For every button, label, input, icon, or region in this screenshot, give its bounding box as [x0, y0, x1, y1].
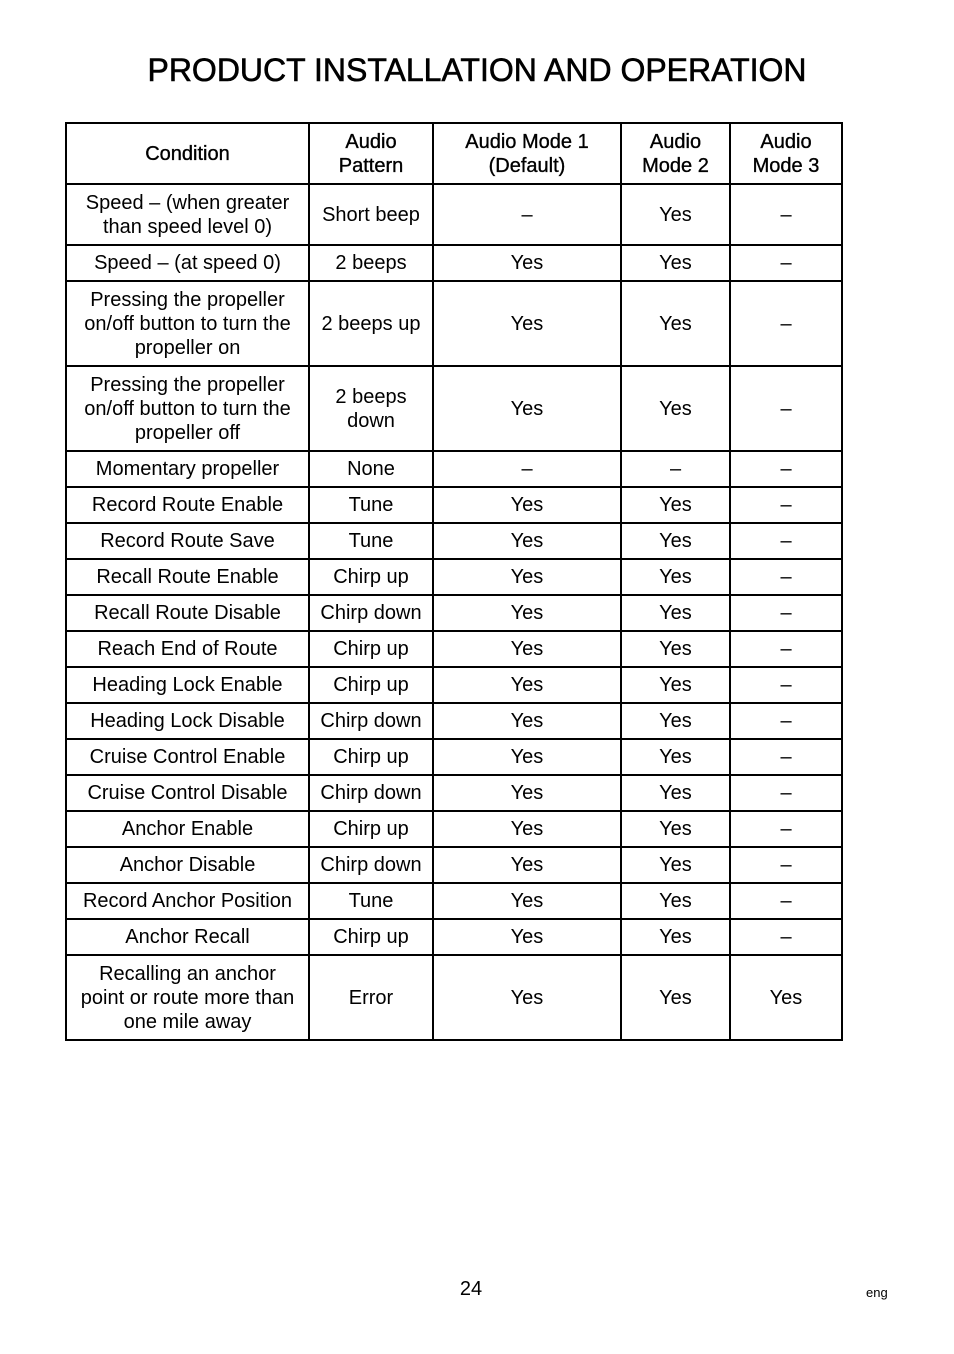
cell-audio-mode-3: – [730, 703, 842, 739]
cell-audio-mode-1: – [433, 451, 621, 487]
cell-condition: Momentary propeller [66, 451, 309, 487]
cell-audio-mode-1: Yes [433, 955, 621, 1040]
cell-condition: Speed – (when greater than speed level 0) [66, 184, 309, 245]
cell-audio-pattern: Chirp up [309, 667, 433, 703]
cell-condition: Record Anchor Position [66, 883, 309, 919]
table-row [66, 523, 842, 559]
cell-condition: Pressing the propeller on/off button to turn the propeller on [66, 281, 309, 366]
cell-condition: Recalling an anchor point or route more than one mile away [66, 955, 309, 1040]
table-row [66, 184, 842, 245]
header-condition: Condition [66, 123, 309, 184]
table-row [66, 883, 842, 919]
cell-audio-mode-2: – [621, 451, 730, 487]
header-audio-mode-3: Audio Mode 3 [730, 123, 842, 184]
table-row [66, 487, 842, 523]
cell-audio-pattern: Error [309, 955, 433, 1040]
cell-audio-pattern: Chirp up [309, 739, 433, 775]
cell-condition: Record Route Enable [66, 487, 309, 523]
cell-condition: Pressing the propeller on/off button to turn the propeller off [66, 366, 309, 451]
cell-condition: Heading Lock Disable [66, 703, 309, 739]
cell-audio-mode-2: Yes [621, 955, 730, 1040]
cell-audio-mode-2: Yes [621, 775, 730, 811]
cell-audio-mode-2: Yes [621, 667, 730, 703]
table-row [66, 775, 842, 811]
cell-audio-pattern: 2 beeps up [309, 281, 433, 366]
cell-audio-pattern: Chirp up [309, 559, 433, 595]
cell-audio-mode-3: – [730, 245, 842, 281]
cell-audio-mode-3: – [730, 487, 842, 523]
cell-audio-mode-2: Yes [621, 245, 730, 281]
cell-audio-mode-2: Yes [621, 703, 730, 739]
cell-audio-pattern: Chirp down [309, 703, 433, 739]
cell-audio-mode-3: – [730, 919, 842, 955]
cell-audio-pattern: Tune [309, 487, 433, 523]
cell-audio-mode-1: Yes [433, 919, 621, 955]
header-audio-pattern: Audio Pattern [309, 123, 433, 184]
cell-audio-mode-2: Yes [621, 281, 730, 366]
cell-audio-pattern: Short beep [309, 184, 433, 245]
cell-audio-mode-2: Yes [621, 366, 730, 451]
table-row [66, 559, 842, 595]
cell-audio-mode-1: Yes [433, 811, 621, 847]
cell-audio-pattern: 2 beeps down [309, 366, 433, 451]
cell-condition: Recall Route Disable [66, 595, 309, 631]
cell-audio-mode-2: Yes [621, 739, 730, 775]
cell-audio-mode-3: – [730, 883, 842, 919]
header-audio-mode-1: Audio Mode 1 (Default) [433, 123, 621, 184]
cell-condition: Speed – (at speed 0) [66, 245, 309, 281]
cell-audio-mode-3: – [730, 281, 842, 366]
cell-audio-pattern: Chirp up [309, 919, 433, 955]
page-number: 24 [459, 1278, 483, 1300]
cell-audio-mode-1: Yes [433, 523, 621, 559]
cell-audio-mode-1: Yes [433, 366, 621, 451]
cell-audio-mode-1: Yes [433, 703, 621, 739]
cell-audio-pattern: None [309, 451, 433, 487]
cell-audio-pattern: Tune [309, 883, 433, 919]
cell-audio-mode-3: – [730, 811, 842, 847]
cell-audio-mode-1: Yes [433, 775, 621, 811]
cell-audio-mode-2: Yes [621, 559, 730, 595]
cell-audio-pattern: Chirp down [309, 595, 433, 631]
table-row [66, 955, 842, 1040]
table-row [66, 919, 842, 955]
audio-pattern-table [65, 122, 843, 1041]
cell-audio-pattern: Chirp down [309, 847, 433, 883]
cell-audio-mode-2: Yes [621, 811, 730, 847]
cell-condition: Cruise Control Enable [66, 739, 309, 775]
cell-audio-mode-2: Yes [621, 487, 730, 523]
cell-audio-mode-1: Yes [433, 883, 621, 919]
cell-audio-pattern: Chirp down [309, 775, 433, 811]
table-row [66, 245, 842, 281]
cell-audio-pattern: Chirp up [309, 811, 433, 847]
table-row [66, 366, 842, 451]
cell-audio-mode-2: Yes [621, 919, 730, 955]
cell-audio-pattern: 2 beeps [309, 245, 433, 281]
cell-audio-mode-3: – [730, 184, 842, 245]
cell-condition: Heading Lock Enable [66, 667, 309, 703]
cell-audio-mode-2: Yes [621, 631, 730, 667]
cell-audio-pattern: Chirp up [309, 631, 433, 667]
table-row [66, 281, 842, 366]
table-row [66, 451, 842, 487]
cell-audio-mode-3: – [730, 847, 842, 883]
cell-condition: Recall Route Enable [66, 559, 309, 595]
cell-condition: Anchor Disable [66, 847, 309, 883]
cell-audio-mode-3: – [730, 739, 842, 775]
cell-audio-mode-2: Yes [621, 523, 730, 559]
cell-condition: Anchor Recall [66, 919, 309, 955]
cell-condition: Anchor Enable [66, 811, 309, 847]
cell-audio-mode-2: Yes [621, 184, 730, 245]
cell-audio-mode-3: – [730, 559, 842, 595]
cell-audio-mode-1: Yes [433, 281, 621, 366]
cell-condition: Cruise Control Disable [66, 775, 309, 811]
table-row [66, 631, 842, 667]
language-tag: eng [866, 1285, 888, 1300]
cell-audio-mode-3: Yes [730, 955, 842, 1040]
cell-audio-mode-3: – [730, 595, 842, 631]
cell-audio-mode-3: – [730, 631, 842, 667]
cell-audio-pattern: Tune [309, 523, 433, 559]
table-row [66, 595, 842, 631]
cell-audio-mode-3: – [730, 451, 842, 487]
table-row [66, 811, 842, 847]
table-row [66, 739, 842, 775]
cell-audio-mode-1: Yes [433, 847, 621, 883]
cell-audio-mode-1: – [433, 184, 621, 245]
cell-audio-mode-2: Yes [621, 883, 730, 919]
table-header-row [66, 123, 842, 184]
header-audio-mode-2: Audio Mode 2 [621, 123, 730, 184]
table-row [66, 847, 842, 883]
cell-audio-mode-3: – [730, 523, 842, 559]
cell-audio-mode-2: Yes [621, 847, 730, 883]
cell-audio-mode-2: Yes [621, 595, 730, 631]
cell-audio-mode-1: Yes [433, 559, 621, 595]
cell-audio-mode-1: Yes [433, 245, 621, 281]
table-row [66, 703, 842, 739]
cell-audio-mode-3: – [730, 366, 842, 451]
cell-condition: Reach End of Route [66, 631, 309, 667]
cell-audio-mode-3: – [730, 667, 842, 703]
cell-audio-mode-1: Yes [433, 595, 621, 631]
page-title: PRODUCT INSTALLATION AND OPERATION [147, 52, 807, 88]
cell-condition: Record Route Save [66, 523, 309, 559]
cell-audio-mode-1: Yes [433, 487, 621, 523]
table-row [66, 667, 842, 703]
cell-audio-mode-1: Yes [433, 739, 621, 775]
cell-audio-mode-3: – [730, 775, 842, 811]
cell-audio-mode-1: Yes [433, 667, 621, 703]
table-body [66, 184, 842, 1040]
cell-audio-mode-1: Yes [433, 631, 621, 667]
